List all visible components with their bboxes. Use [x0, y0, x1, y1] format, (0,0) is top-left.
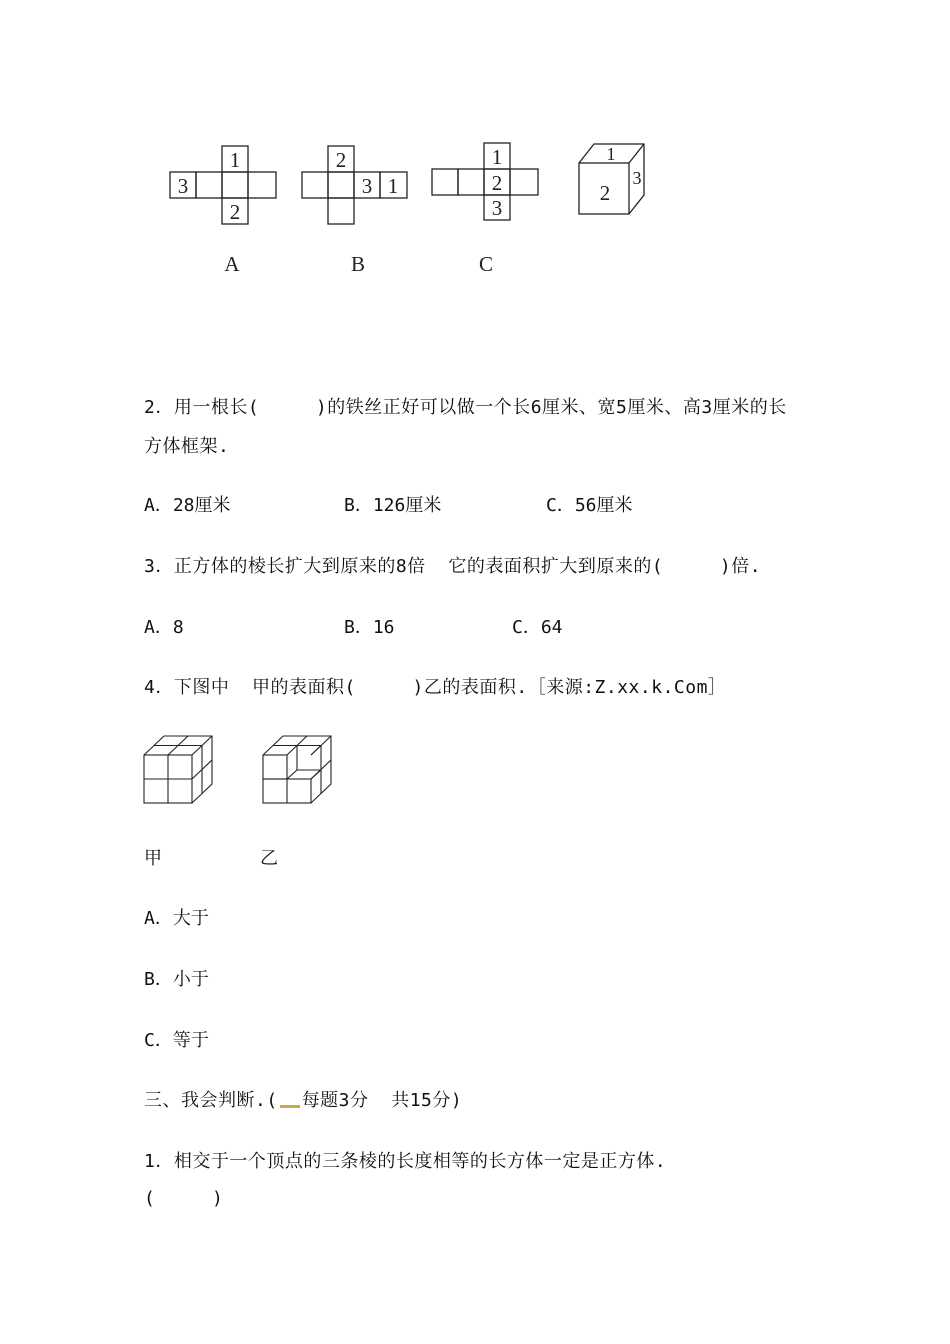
net-c-top-number: 1 — [491, 145, 503, 169]
cube-top-number: 1 — [606, 144, 616, 164]
q4-text: 4．下图中 甲的表面积( )乙的表面积.［来源:Z.xx.k.Com］ — [144, 677, 727, 698]
cube-stacks-figure — [0, 730, 400, 810]
q4-option-c: C．等于 — [144, 1030, 209, 1051]
net-c-mid-number: 2 — [491, 171, 503, 195]
net-a-top-number: 1 — [229, 148, 241, 172]
q2-text-line1: 2．用一根长( )的铁丝正好可以做一个长6厘米、宽5厘米、高3厘米的长 — [144, 397, 787, 418]
net-c-diagram — [432, 143, 538, 220]
q2-option-c: C．56厘米 — [546, 495, 633, 516]
label-b: B — [350, 252, 366, 276]
net-c-bottom-number: 3 — [491, 196, 503, 220]
q4-label-jia: 甲 — [144, 848, 162, 869]
net-b-mid-number: 3 — [361, 174, 373, 198]
q4-option-b: B．小于 — [144, 969, 209, 990]
q4-label-yi: 乙 — [260, 848, 278, 869]
cube-side-number: 3 — [632, 168, 642, 188]
section3-q1-answer-blank: ( ) — [144, 1188, 224, 1209]
underline-mark — [280, 1105, 300, 1108]
section3-q1-text: 1．相交于一个顶点的三条棱的长度相等的长方体一定是正方体. — [144, 1151, 667, 1172]
section3-title-part1: 三、我会判断.( — [144, 1090, 278, 1111]
q3-text: 3．正方体的棱长扩大到原来的8倍 它的表面积扩大到原来的( )倍. — [144, 556, 762, 577]
net-b-right-number: 1 — [387, 174, 399, 198]
q2-option-b: B．126厘米 — [344, 495, 442, 516]
section3-title — [144, 1090, 462, 1112]
q2-option-a: A．28厘米 — [144, 495, 231, 516]
cube-front-number: 2 — [599, 181, 611, 205]
q3-option-c: C．64 — [512, 617, 563, 638]
q2-text-line2: 方体框架. — [144, 436, 230, 457]
net-b-top-number: 2 — [335, 148, 347, 172]
q4-option-a: A．大于 — [144, 908, 209, 929]
q3-option-a: A．8 — [144, 617, 184, 638]
label-a: A — [224, 252, 240, 276]
yi-cube-stack — [263, 736, 331, 803]
section3-title-part2: 每题3分 共15分) — [301, 1090, 463, 1111]
jia-cube-stack — [144, 736, 212, 803]
cube-nets-figure — [0, 0, 950, 300]
net-a-bottom-number: 2 — [229, 200, 241, 224]
net-a-left-number: 3 — [177, 174, 189, 198]
label-c: C — [478, 252, 494, 276]
q3-option-b: B．16 — [344, 617, 395, 638]
